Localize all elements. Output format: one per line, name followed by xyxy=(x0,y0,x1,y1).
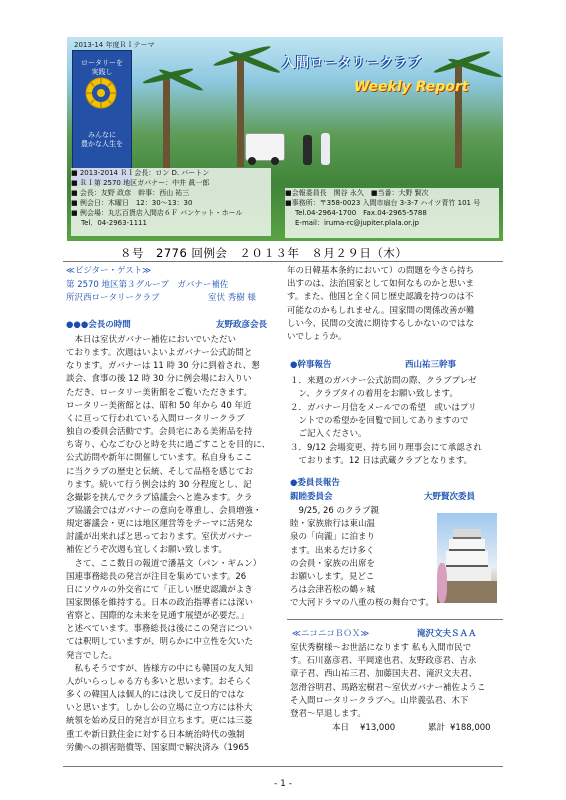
message-line: 公式訪問や新年に開催しています。私自身もここ xyxy=(66,453,253,464)
info-line: E-mail：iruma-rc@jupiter.plala.or.jp xyxy=(295,219,419,227)
secretary-item: ３．9/12 会場変更、持ち回り理事会にて承認され xyxy=(290,442,482,453)
today-label: 本日 xyxy=(332,723,350,733)
rotary-theme-panel xyxy=(72,50,132,185)
message-line: 補佐どうぞ次週も宜しくお願い致します。 xyxy=(66,545,227,556)
info-line: Tel．04-2963-1111 xyxy=(81,219,147,227)
club-info-right xyxy=(285,188,499,238)
issue-line: ８号 2776 回例会 ２０１３年 ８月２９日（木） xyxy=(120,246,408,260)
message-line: 討議が出来ればと思っております。室伏ガバナー xyxy=(66,532,253,543)
theme-line: 実践し xyxy=(91,68,113,76)
friendship-line: ます。出来るだけ多く xyxy=(290,545,375,556)
info-line: ■ 会長：友野 政彦 幹事：西山 祐三 xyxy=(71,189,190,197)
message-line: さて、ここ数日の報道で潘基文（パン・ギムン） xyxy=(66,558,262,569)
footer-divider xyxy=(63,766,503,767)
message-line: ては釈明していますが、明らかに中立性を欠いた xyxy=(66,637,254,648)
message-line: ただき、ロータリー美術館をご覧いただきます。 xyxy=(66,387,252,398)
message-line: 独自の委員会活動です。会員宅にある美術品を持 xyxy=(66,427,253,438)
message-line: 労働への損害賠償等、国家間で解決済み（1965 xyxy=(66,742,250,753)
total-amount: ¥188,000 xyxy=(450,723,491,733)
message-line: ロータリー美術館とは、昭和 50 年から 40 年近 xyxy=(66,400,252,411)
secretary-heading: ●幹事報告 xyxy=(290,360,332,370)
theme-label: 2013-14 年度ＲＩテーマ xyxy=(74,41,155,49)
theme-line: 豊かな人生を xyxy=(81,140,123,148)
secretary-item: ン、クラブタイの着用をお願い致します。 xyxy=(290,389,458,400)
committee-heading: ●委員長報告 xyxy=(290,478,340,488)
message-line: 規定審議会・更には地区運営等をテーマに活発な xyxy=(66,519,254,530)
issue-divider xyxy=(63,261,503,262)
message-line: 出すのは、法治国家として如何なものかと思いま xyxy=(287,279,475,290)
message-line: 重工や新日鉄住金に対する日本統治時代の強制 xyxy=(66,729,245,740)
secretary-item: ております。12 日は武蔵クラブとなります。 xyxy=(290,455,473,466)
today-amount: ¥13,000 xyxy=(360,723,396,733)
niko-line: す。石川嘉彦君、平岡達也君、友野政彦君、吉永 xyxy=(290,656,477,667)
niko-line: 忽滑谷明君、馬路宏樹君～室伏ガバナー補佐ようこ xyxy=(290,682,486,693)
palm-trunk xyxy=(237,57,244,167)
secretary-item: ２．ガバナー月信をメールでの希望 或いはプリ xyxy=(290,402,477,413)
total-label: 累計 xyxy=(428,723,446,733)
message-line: す。また、他国と全く同じ歴史認識を持つのは不 xyxy=(287,292,474,303)
niko-heading: ≪ニコニコＢＯＸ≫ xyxy=(292,629,370,639)
secretary-name: 西山祐三幹事 xyxy=(405,360,457,370)
theme-line: ロータリーを xyxy=(81,59,123,67)
info-line: Tel.04-2964-1700 Fax.04-2965-5788 xyxy=(295,209,427,217)
message-line: 国家関係を維持する。日本の政治指導者には深い xyxy=(66,598,254,608)
niko-line: 章子君、西山祐三君、加藤国夫君、滝沢文夫君、 xyxy=(290,669,478,680)
message-line: しい今、民間の交流に期待するしかないのではな xyxy=(287,318,475,329)
club-info-left xyxy=(71,168,271,236)
friendship-line: お願いします。見どこ xyxy=(290,572,375,582)
visitor-name: 室伏 秀樹 様 xyxy=(208,293,256,303)
message-line: 談会、食事の後 12 時 30 分に例会場にお入りい xyxy=(66,374,252,385)
message-line: 国連事務総長の発言が注目を集めています。26 xyxy=(66,571,247,582)
message-line: なります。ガバナーは 11 時 30 分に到着され、懇 xyxy=(66,361,260,372)
secretary-item: １．来週のガバナー公式訪問の際、クラブプレゼ xyxy=(290,376,477,386)
message-line: 本日は室伏ガバナー補佐においでいただい xyxy=(66,335,237,345)
message-line: 多くの韓国人は個人的には決して反日的ではな xyxy=(66,690,245,701)
message-line: 私もそうですが、皆様方の中にも韓国の友人知 xyxy=(66,663,254,674)
message-line: と述べています。事務総長は後にこの発言につい xyxy=(66,624,253,635)
friendship-line: ろは会津若松の鶴ヶ城 xyxy=(290,585,376,596)
theme-line: みんなに xyxy=(88,131,116,139)
friendship-line: 泉の「向瀧」に泊まり xyxy=(290,532,376,543)
message-line: 年の日韓基本条約において）の問題を今さら持ち xyxy=(287,266,475,276)
message-line: 日にソウルの外交省にて「正しい歴史認識がよき xyxy=(66,584,253,595)
president-heading: ●●●会長の時間 xyxy=(66,320,131,330)
info-line: ■ 例会日：木曜日 12：30～13：30 xyxy=(71,199,193,207)
info-line: ■ 例会場：丸広百貨店入間店６Ｆ バンケット・ホール xyxy=(71,209,243,217)
message-line: 念撮影を挟んでクラブ協議会へと進みます。クラ xyxy=(66,492,253,503)
page-number: - 1 - xyxy=(274,779,292,789)
friendship-committee-name: 大野賢次委員 xyxy=(424,492,476,502)
info-line: ■会報委員長 関谷 永久 ■当番：大野 賢次 xyxy=(285,189,429,197)
niko-line: 室伏秀樹様～お世話になります 私も入間市民で xyxy=(290,643,472,653)
message-line: ち寄り、心なごむひと時を共に過ごすことを目的に、 xyxy=(66,440,271,451)
friendship-committee-label: 親睦委員会 xyxy=(290,492,333,502)
palm-trunk xyxy=(163,77,170,172)
message-line: ブ協議会ではガバナーの意向を尊重し、会員増強・ xyxy=(66,505,262,516)
message-line: いと思います。しかし公の立場に立つ方には朴大 xyxy=(66,703,253,714)
cart-wheel xyxy=(271,157,279,165)
message-line: くに亘って行われている入間ロータリークラブ xyxy=(66,413,245,424)
rotary-wheel-icon xyxy=(84,76,118,110)
niko-line: そ入間ロータリークラブへ。山岸義弘君、木下 xyxy=(290,695,469,706)
message-line: に当クラブの歴史と伝統、そして品格を感じてお xyxy=(66,466,254,477)
message-line: 人がいらっしゃる方も多いと思います。おそらく xyxy=(66,676,253,687)
club-name: 入間ロータリークラブ xyxy=(282,56,423,71)
visitor-club: 所沢西ロータリークラブ xyxy=(66,293,160,303)
secretary-item: ントでの希望かを回覧で回してありますので xyxy=(290,415,469,426)
info-line: ■ ＲＩ第 2570 地区ガバナー：中井 眞一郎 xyxy=(71,179,210,187)
info-line: ■事務所：〒358-0023 入間市扇台 3-3-7 ハイツ青竹 101 号 xyxy=(285,199,481,207)
message-line: ります。続いて行う例会は約 30 分程度とし、記 xyxy=(66,479,252,490)
secretary-item: ご記入ください。 xyxy=(290,429,367,440)
friendship-line: 睦・家族旅行は東山温 xyxy=(290,519,376,530)
section-divider xyxy=(287,619,503,620)
tsurugajo-castle-photo xyxy=(437,513,497,603)
visitor-line: 第 2570 地区第３グループ ガバナー補佐 xyxy=(66,280,229,290)
golfer-figure xyxy=(303,135,312,165)
message-line: ております。次週はいよいよガバナー公式訪問と xyxy=(66,348,253,359)
cart-wheel xyxy=(248,157,256,165)
niko-line: 登君～早退します。 xyxy=(290,709,366,719)
message-line: 可能なのかもしれません。国家間の関係改善が難 xyxy=(287,305,475,316)
niko-name: 滝沢文夫ＳＡＡ xyxy=(417,629,477,639)
friendship-line: で大河ドラマの八重の桜の舞台です。 xyxy=(290,598,434,609)
president-name: 友野政彦会長 xyxy=(216,320,268,330)
friendship-line: 9/25, 26 のクラブ親 xyxy=(290,506,380,516)
message-line: 省察と、国際的な未来を見通す展望が必要だ。」 xyxy=(66,611,249,622)
message-line: 統領を始め反日的発言が目立ちます。更には三菱 xyxy=(66,716,253,727)
info-line: ■ 2013-2014 ＲＩ会長：ロン D. バートン xyxy=(71,169,210,177)
friendship-line: の会員・家族の出席を xyxy=(290,558,376,569)
golfer-figure xyxy=(321,133,330,165)
visitor-heading: ≪ビジター・ゲスト≫ xyxy=(66,266,152,276)
message-line: 発言でした。 xyxy=(66,650,118,661)
message-line: いでしょうか。 xyxy=(287,332,347,342)
weekly-report-title: Weekly Report xyxy=(354,79,469,95)
